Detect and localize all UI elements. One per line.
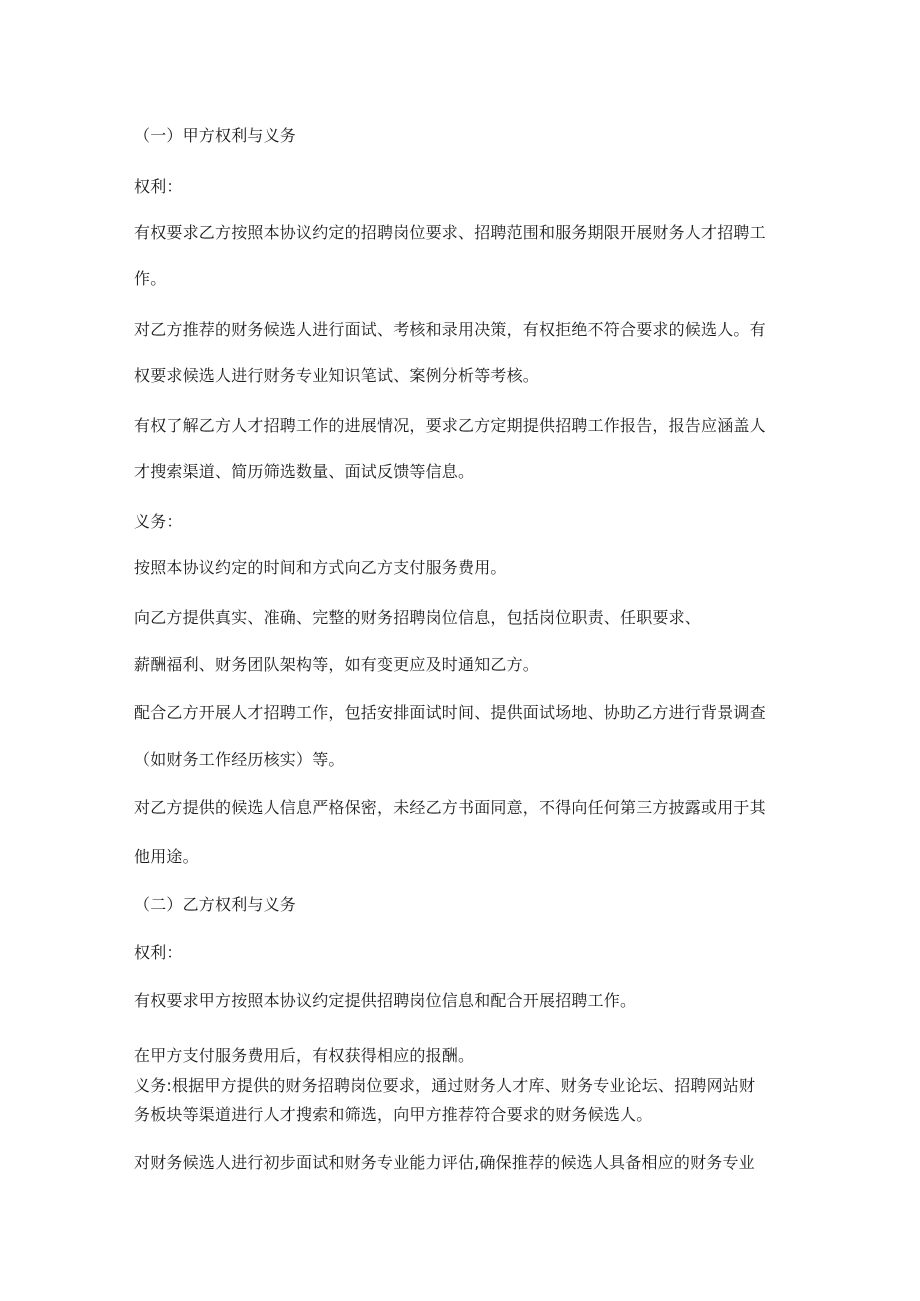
- section-a-duty-4-line-1: 对乙方提供的候选人信息严格保密，未经乙方书面同意，不得向任何第三方披露或用于其: [134, 798, 766, 817]
- section-a-duty-1-line-1: 按照本协议约定的时间和方式向乙方支付服务费用。: [134, 558, 507, 577]
- section-a-right-1-line-2: 作。: [134, 269, 167, 288]
- section-a-right-3-line-1: 有权了解乙方人才招聘工作的进展情况，要求乙方定期提供招聘工作报告，报告应涵盖人: [134, 416, 766, 435]
- section-a-duty-2-line-1: 向乙方提供真实、准确、完整的财务招聘岗位信息，包括岗位职责、任职要求、: [134, 608, 702, 627]
- section-a-duty-4-line-2: 他用途。: [134, 847, 199, 866]
- section-a-duty-3-line-2: （如财务工作经历核实）等。: [134, 750, 345, 769]
- section-a-right-3-line-2: 才搜索渠道、简历筛选数量、面试反馈等信息。: [134, 462, 475, 481]
- section-a-rights-label: 权利：: [134, 177, 183, 196]
- section-b-last-line: 对财务候选人进行初步面试和财务专业能力评估,确保推荐的候选人具备相应的财务专业: [134, 1153, 755, 1172]
- section-a-heading: （一）甲方权利与义务: [134, 126, 297, 145]
- section-a-right-1-line-1: 有权要求乙方按照本协议约定的招聘岗位要求、招聘范围和服务期限开展财务人才招聘工: [134, 223, 766, 242]
- section-a-duty-2-line-2: 薪酬福利、财务团队架构等，如有变更应及时通知乙方。: [134, 655, 540, 674]
- section-a-duties-label: 义务：: [134, 512, 183, 531]
- section-b-right-1: 有权要求甲方按照本协议约定提供招聘岗位信息和配合开展招聘工作。: [134, 991, 637, 1010]
- section-b-duties-line-1: 义务:根据甲方提供的财务招聘岗位要求，通过财务人才库、财务专业论坛、招聘网站财: [134, 1076, 756, 1095]
- section-a-right-2-line-2: 权要求候选人进行财务专业知识笔试、案例分析等考核。: [134, 366, 540, 385]
- section-b-right-2: 在甲方支付服务费用后，有权获得相应的报酬。: [134, 1046, 475, 1065]
- section-b-duties-line-2: 务板块等渠道进行人才搜索和筛选，向甲方推荐符合要求的财务候选人。: [134, 1105, 653, 1124]
- section-a-right-2-line-1: 对乙方推荐的财务候选人进行面试、考核和录用决策，有权拒绝不符合要求的候选人。有: [134, 320, 766, 339]
- section-b-heading: （二）乙方权利与义务: [134, 895, 297, 914]
- section-b-rights-label: 权利：: [134, 943, 183, 962]
- section-a-duty-3-line-1: 配合乙方开展人才招聘工作，包括安排面试时间、提供面试场地、协助乙方进行背景调查: [134, 703, 766, 722]
